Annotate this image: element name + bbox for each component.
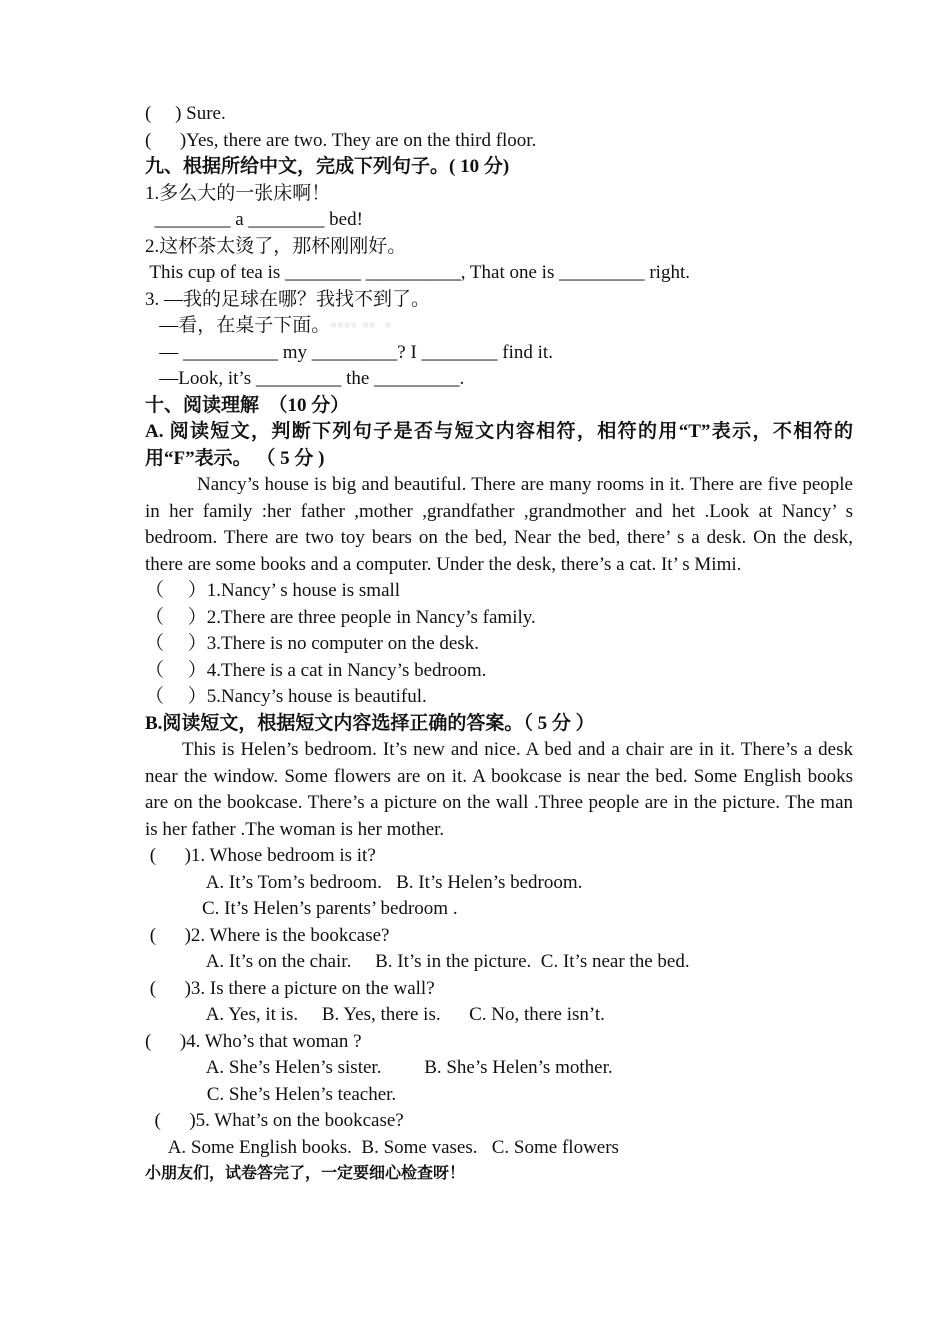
s9-item3-english2: —Look, it’s _________ the _________. [145,368,465,389]
part-b-line: C. It’s Helen’s parents’ bedroom . [145,898,458,919]
part-a-statement: （ ）4.There is a cat in Nancy’s bedroom. [145,659,487,681]
part-a-statement: （ ）5.Nancy’s house is beautiful. [145,686,427,707]
s9-item3-english: — __________ my _________? I ________ find it. [145,341,553,363]
part-a-heading: A. 阅读短文，判断下列句子是否与短文内容相符，相符的用“T”表示，不相符的用“F”表示。 （ 5 分 ) [145,421,853,469]
question-third-floor: ( )Yes, there are two. They are on the third floor. [145,129,537,151]
s9-item2-english: This cup of tea is ________ __________, That one is _________ right. [145,262,690,283]
part-b-line: C. She’s Helen’s teacher. [145,1083,397,1105]
s9-item1-chinese: 1.多么大的一张床啊！ [145,182,331,204]
section-10-heading: 十、阅读理解 （10 分） [145,394,350,416]
s9-item1-english: ________ a ________ bed! [145,209,363,230]
part-b-line: ( )1. Whose bedroom is it? [145,845,376,866]
part-b-line: ( )4. Who’s that woman ? [145,1030,362,1052]
part-a-statement: （ ）1.Nancy’ s house is small [145,580,401,601]
part-b-line: ( )5. What’s on the bookcase? [145,1110,404,1131]
part-a-passage: Nancy’s house is big and beautiful. There are many rooms in it. There are five people in her family :her father ,mother ,grandfather ,grandmother and het .Look at Nancy’ s bedroom. There are two toy bears on the bed, Near the bed, there’ s a desk. On the desk, there are some books and a computer. Under the desk, there’s a cat. It’ s Mimi. [145,474,853,575]
part-b-heading: B.阅读短文，根据短文内容选择正确的答案。（ 5 分 ） [145,712,595,734]
s9-item2-chinese: 2.这杯茶太烫了，那杯刚刚好。 [145,235,407,257]
part-a-statement: （ ）2.There are three people in Nancy’s family. [145,606,536,628]
faint-watermark: ▪▪▪▪ ▪▪ ▪ [330,315,392,336]
part-b-line: A. It’s Tom’s bedroom. B. It’s Helen’s bedroom. [145,871,583,893]
exam-page [145,101,853,1188]
question-sure: ( ) Sure. [145,103,226,124]
part-b-line: A. Yes, it is. B. Yes, there is. C. No, there isn’t. [145,1004,605,1025]
s9-item3-chinese: 3. —我的足球在哪？我找不到了。 [145,288,431,310]
closing-reminder: 小朋友们，试卷答完了，一定要细心检查呀！ [145,1165,466,1182]
part-b-line: A. It’s on the chair. B. It’s in the picture. C. It’s near the bed. [145,951,690,972]
part-b-passage: This is Helen’s bedroom. It’s new and nice. A bed and a chair are in it. There’s a desk near the window. Some flowers are on it. A bookcase is near the bed. Some English books are on the bookcase. There’s a picture on the wall .Three people are in the picture. The man is her father .The woman is her mother. [145,739,853,840]
section-9-heading: 九、根据所给中文，完成下列句子。( 10 分) [145,156,510,177]
part-b-line: ( )3. Is there a picture on the wall? [145,977,435,999]
part-b-line: ( )2. Where is the bookcase? [145,924,390,946]
part-b-line: A. She’s Helen’s sister. B. She’s Helen’s mother. [145,1057,613,1078]
part-a-statement: （ ）3.There is no computer on the desk. [145,633,480,654]
s9-item3-chinese2: —看，在桌子下面。 [145,315,331,336]
s9-item3-chinese-answer [145,313,853,340]
part-b-line: A. Some English books. B. Some vases. C. Some flowers [145,1136,619,1158]
